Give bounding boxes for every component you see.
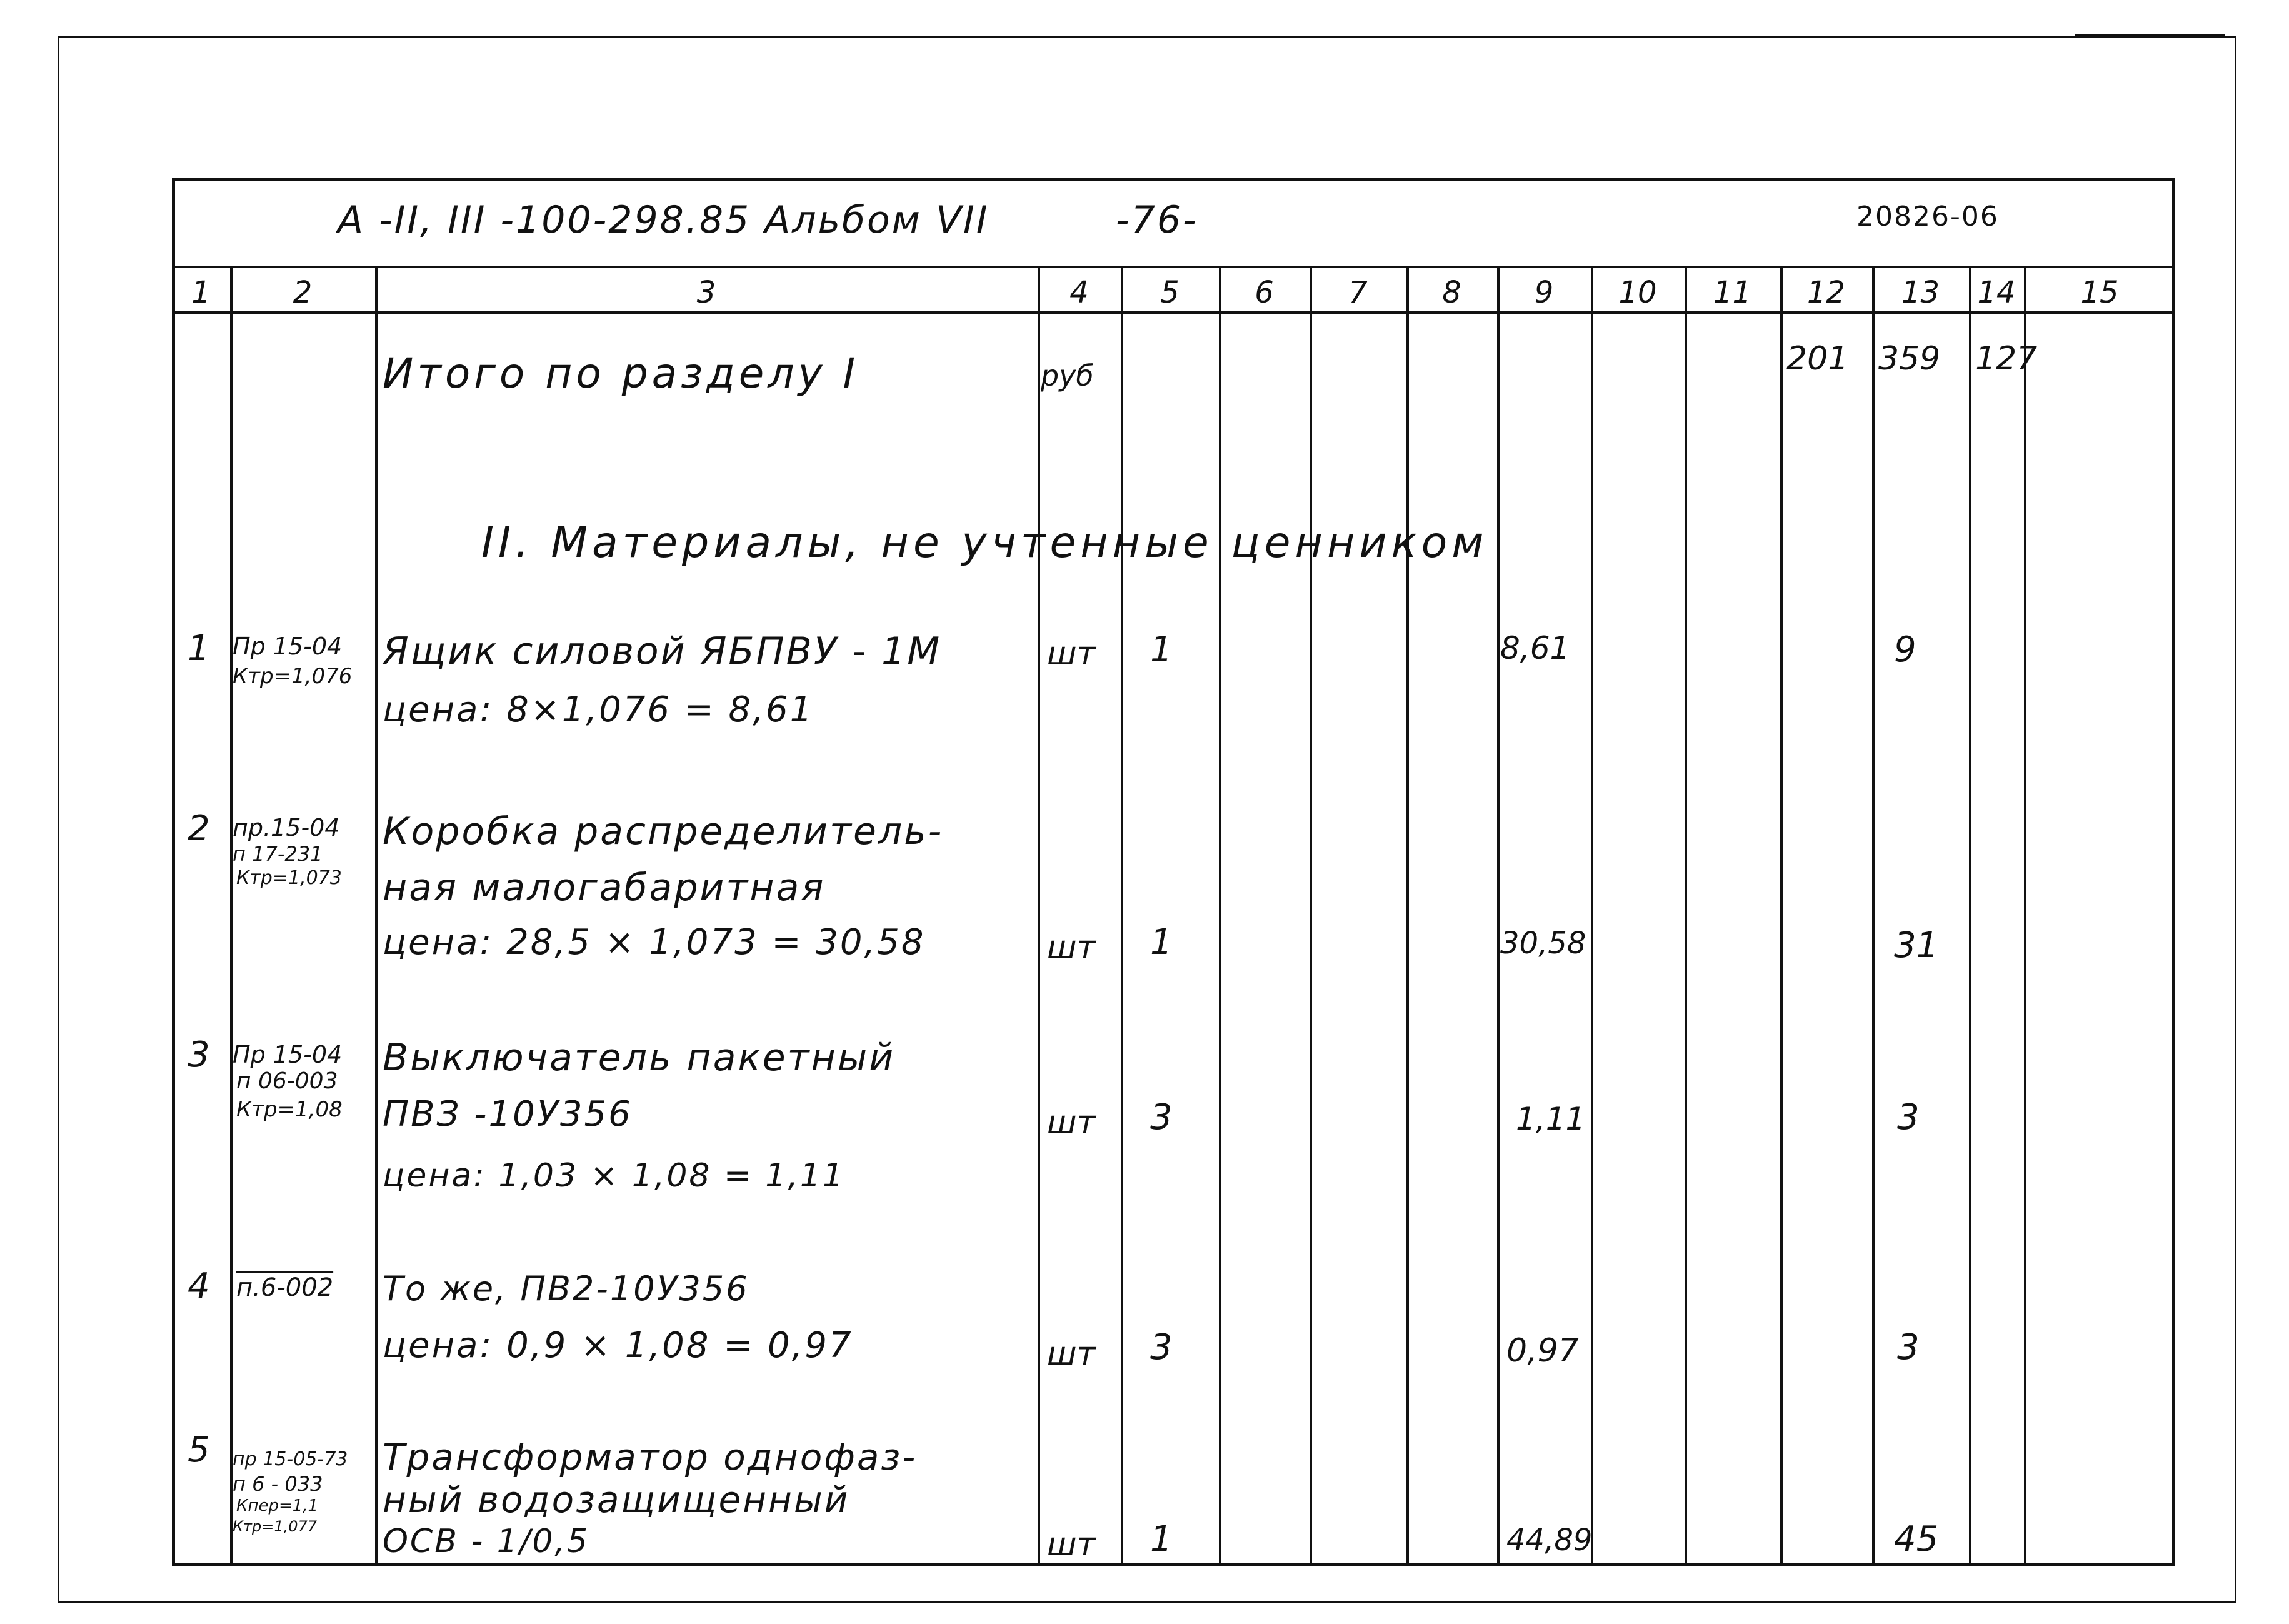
item-total: 31 bbox=[1894, 925, 1939, 966]
column-number: 10 bbox=[1618, 275, 1657, 310]
item-total: 3 bbox=[1897, 1327, 1920, 1368]
item-price: 1,11 bbox=[1516, 1101, 1586, 1137]
col-rule-5 bbox=[1219, 266, 1221, 1566]
item-unit: шт bbox=[1047, 1526, 1096, 1563]
column-number: 2 bbox=[293, 275, 313, 310]
section-title: II. Материалы, не учтенные ценником bbox=[481, 518, 1488, 568]
item-code: Пр 15-04 bbox=[233, 1041, 343, 1068]
item-price-note: цена: 0,9 × 1,08 = 0,97 bbox=[383, 1325, 853, 1366]
item-code: Кпер=1,1 bbox=[236, 1496, 319, 1515]
item-number: 5 bbox=[188, 1430, 210, 1470]
col-rule-7 bbox=[1406, 266, 1409, 1566]
item-code: пр.15-04 bbox=[233, 814, 340, 841]
item-unit: шт bbox=[1047, 1104, 1096, 1141]
col-rule-13 bbox=[1969, 266, 1971, 1566]
page-number: -76- bbox=[1116, 198, 1198, 242]
column-number: 3 bbox=[696, 275, 716, 310]
total-col14: 127 bbox=[1975, 340, 2038, 378]
column-number: 13 bbox=[1901, 275, 1940, 310]
item-unit: шт bbox=[1047, 1335, 1096, 1373]
col-rule-1 bbox=[230, 266, 233, 1566]
item-qty: 1 bbox=[1150, 629, 1173, 670]
item-price: 30,58 bbox=[1500, 926, 1586, 961]
item-code: п 6 - 033 bbox=[233, 1472, 323, 1496]
item-code: Ктр=1,08 bbox=[236, 1097, 343, 1122]
column-number: 4 bbox=[1069, 275, 1089, 310]
item-qty: 3 bbox=[1150, 1097, 1173, 1138]
item-price-note: цена: 28,5 × 1,073 = 30,58 bbox=[383, 922, 926, 963]
item-name: То же, ПВ2-10У356 bbox=[383, 1269, 749, 1308]
item-code: пр 15-05-73 bbox=[233, 1448, 348, 1470]
column-number: 8 bbox=[1442, 275, 1461, 310]
col-rule-11 bbox=[1780, 266, 1783, 1566]
header-rule bbox=[172, 266, 2175, 268]
item-qty: 3 bbox=[1150, 1327, 1173, 1368]
col-rule-4 bbox=[1121, 266, 1123, 1566]
column-number: 14 bbox=[1977, 275, 2016, 310]
total-label: Итого по разделу I bbox=[383, 349, 859, 398]
item-code: Пр 15-04 bbox=[233, 633, 343, 660]
item-name: Выключатель пакетный bbox=[383, 1036, 896, 1080]
total-col13: 359 bbox=[1878, 340, 1941, 378]
column-number: 11 bbox=[1713, 275, 1752, 310]
item-price: 0,97 bbox=[1506, 1332, 1579, 1370]
item-code: п 06-003 bbox=[236, 1068, 338, 1094]
item-code: п.6-002 bbox=[236, 1273, 334, 1302]
corner-tick bbox=[2075, 34, 2225, 36]
item-unit: шт bbox=[1047, 929, 1096, 966]
item-name: Ящик силовой ЯБПВУ - 1М bbox=[383, 629, 942, 673]
document-designation: А -II, III -100-298.85 Альбом VII bbox=[338, 198, 989, 242]
item-number: 1 bbox=[188, 628, 210, 669]
item-total: 45 bbox=[1894, 1519, 1939, 1560]
item-code: п 17-231 bbox=[233, 842, 323, 866]
item-name: ПВЗ -10У356 bbox=[383, 1094, 633, 1135]
item-price: 8,61 bbox=[1500, 630, 1570, 666]
item-price-note: цена: 1,03 × 1,08 = 1,11 bbox=[383, 1157, 845, 1195]
item-code: Ктр=1,073 bbox=[236, 867, 342, 889]
item-price-note: цена: 8×1,076 = 8,61 bbox=[383, 689, 814, 730]
column-number: 7 bbox=[1348, 275, 1368, 310]
col-rule-9 bbox=[1591, 266, 1593, 1566]
column-number: 12 bbox=[1806, 275, 1846, 310]
item-qty: 1 bbox=[1150, 922, 1173, 963]
col-rule-10 bbox=[1685, 266, 1687, 1566]
col-rule-12 bbox=[1872, 266, 1875, 1566]
col-rule-14 bbox=[2024, 266, 2026, 1566]
column-number: 6 bbox=[1255, 275, 1274, 310]
item-number: 2 bbox=[188, 808, 210, 849]
col-rule-8 bbox=[1497, 266, 1500, 1566]
item-name: ная малогабаритная bbox=[383, 866, 826, 910]
document-code: 20826-06 bbox=[1856, 201, 1999, 233]
column-number: 1 bbox=[191, 275, 211, 310]
item-total: 3 bbox=[1897, 1097, 1920, 1138]
column-number: 5 bbox=[1160, 275, 1180, 310]
col-rule-2 bbox=[375, 266, 378, 1566]
col-rule-3 bbox=[1038, 266, 1040, 1566]
item-number: 4 bbox=[188, 1266, 210, 1306]
total-unit: руб bbox=[1041, 359, 1094, 393]
column-number-rule bbox=[172, 311, 2175, 314]
item-name: Трансформатор однофаз- bbox=[383, 1436, 918, 1478]
item-name: ОСВ - 1/0,5 bbox=[383, 1523, 590, 1560]
total-col12: 201 bbox=[1786, 340, 1849, 378]
item-price: 44,89 bbox=[1506, 1523, 1593, 1558]
item-name: ный водозащищенный bbox=[383, 1478, 850, 1521]
item-code: Ктр=1,076 bbox=[233, 664, 353, 689]
item-name: Коробка распределитель- bbox=[383, 809, 944, 853]
column-number: 9 bbox=[1534, 275, 1554, 310]
column-number: 15 bbox=[2080, 275, 2119, 310]
item-qty: 1 bbox=[1150, 1519, 1173, 1560]
item-total: 9 bbox=[1894, 629, 1916, 670]
col-rule-6 bbox=[1310, 266, 1312, 1566]
item-number: 3 bbox=[188, 1035, 210, 1075]
item-unit: шт bbox=[1047, 635, 1096, 673]
item-code: Ктр=1,077 bbox=[233, 1518, 318, 1535]
